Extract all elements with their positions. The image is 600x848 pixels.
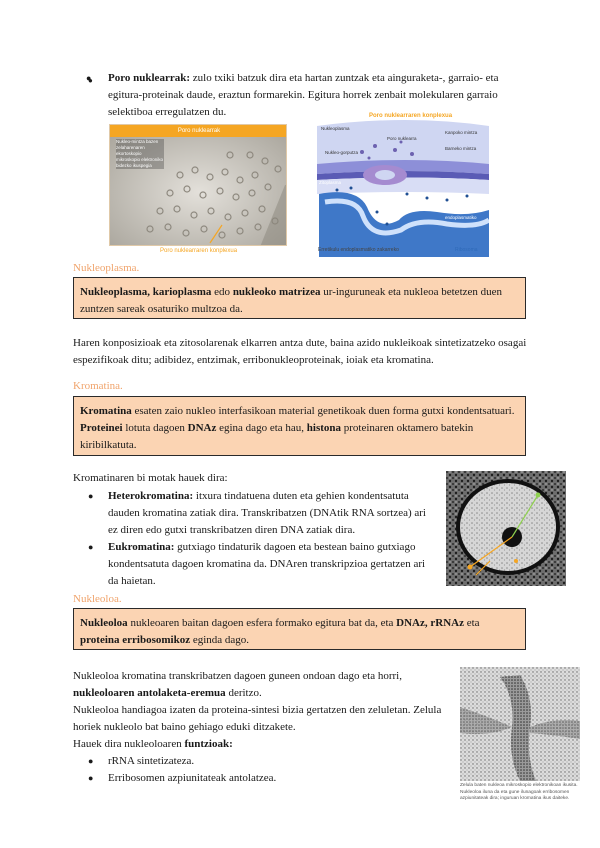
- box-text-3: egina dago eta hau,: [216, 422, 307, 434]
- histona-term: histona: [306, 422, 342, 434]
- nukleoplasma-definition-box: [73, 277, 526, 319]
- nukleoloa-paragraph-2: Nukleoloa handiagoa izaten da proteina-sintesi bizia gertatzen den zeluletan. Zelula horiek nukleolo bat baino gehiago eduki ditzakete.: [73, 704, 442, 733]
- funtzioa-item-1: rRNA sintetizateza.: [108, 755, 195, 767]
- eukromatina-item: [108, 539, 438, 590]
- kromatina-term: Kromatina: [80, 405, 132, 417]
- box-text-2: ur-inguruneak eta nukleoa betetzen duen zuntzen sareak osaturiko multzoa da.: [80, 286, 503, 315]
- diagram-footer: Erretikulu endoplasmatiko zakarreko: [318, 247, 399, 253]
- pore-diagram: [317, 112, 489, 257]
- diagram-label-nuclear-body: Nukleo-gorputza: [325, 150, 359, 155]
- diagram-label-cytoplasm: Zitoplasma: [319, 180, 342, 185]
- diagram-label-inner-membrane: Barneko mintza: [445, 146, 477, 151]
- bullet-icon: ●: [88, 756, 94, 766]
- nukleoplasma-term-2: nukleoko matrizea: [232, 286, 321, 298]
- nukleoloa-paragraph-3: [73, 736, 453, 753]
- nukleoplasma-term: Nukleoplasma, karioplasma: [80, 286, 212, 298]
- diagram-label-nucleoplasm: Nukleoplasma: [321, 126, 350, 131]
- proteinei-term: Proteinei: [80, 422, 123, 434]
- nukleoloa-paragraph-1: [73, 668, 453, 702]
- nucleolus-image: [460, 667, 580, 781]
- micrograph-header: Poro nuklearrak: [110, 125, 287, 137]
- heterokromatina-item: [108, 488, 438, 539]
- funtzioak-intro: Hauek dira nukleoloaren: [73, 738, 185, 750]
- bullet-icon: ●: [86, 73, 92, 83]
- proteina-term: proteina erribosomikoz: [80, 634, 191, 646]
- chromatin-image: [446, 471, 566, 586]
- micrograph-caption: Nukleo-mintza bazen zelaharenaren ekortoskopio mikroskopio elektroniko bidezko ikuspegia: [116, 139, 164, 168]
- pointer-arrow-icon: [206, 223, 226, 245]
- pore-term: Poro nuklearrak:: [108, 72, 190, 84]
- nukleoplasma-heading: Nukleoplasma.: [73, 262, 140, 274]
- box-text-2: eta: [463, 617, 480, 629]
- diagram-label-er: Erretikulu endoplasmatiko: [445, 208, 477, 220]
- dnaz-term: DNAz: [187, 422, 217, 434]
- kromatina-definition-box: [73, 396, 526, 456]
- diagram-label-outer-membrane: Kanpoko mintza: [445, 130, 478, 135]
- funtzioa-item-2: Erribosomen azpiunitateak antolatzea.: [108, 772, 277, 784]
- diagram-label-pore: Poro nuklearra: [387, 136, 417, 141]
- diagram-title: Poro nuklearraren konplexua: [369, 113, 453, 119]
- box-text: esaten zaio nukleo interfasikoan material genetikoak duen forma gutxi kondentsatuari.: [131, 405, 515, 417]
- diagram-footer-ribosome: Ribosoma: [455, 247, 478, 253]
- micrograph-label: Poro nuklearraren konplexua: [160, 248, 238, 254]
- eukromatina-term: Eukromatina:: [108, 541, 175, 553]
- funtzioak-term: funtzioak:: [184, 738, 233, 750]
- eukromatina-text: gutxiago tindaturik dagoen eta bestean baino gutxiago kondentsatuta dagoen kromatina da. DNAren transkripzioa gertatzen ari da haietan.: [108, 541, 426, 587]
- nukleoloa-definition-box: [73, 608, 526, 650]
- chromatin-micrograph: [446, 471, 566, 586]
- heterokromatina-text: itxura tindatuena duten eta gehien kondentsatuta dauden kromatina zatiak dira. Transkribatzen (DNAtik RNA sortzea) ari ez diren edo gutxi transkribatzen diren DNA zatiak dira.: [108, 490, 426, 536]
- box-text-3: eginda dago.: [190, 634, 250, 646]
- bullet-icon: ●: [88, 773, 94, 783]
- nukleoloa-p1-text: Nukleoloa kromatina transkribatzen dagoen guneen ondoan dago eta horri,: [73, 670, 402, 682]
- nucleolus-micrograph: [460, 667, 580, 781]
- heterokromatina-term: Heterokromatina:: [108, 490, 194, 502]
- nukleoplasma-paragraph: Haren konposizioak eta zitosolarenak elkarren antza dute, baina azido nukleikoak sintetizatzeko osagai espezifikoak ditu; adibidez, entzimak, erribonukleoproteinak, ioiak eta kromatina.: [73, 337, 527, 366]
- nukleoloa-term: Nukleoloa: [80, 617, 128, 629]
- nucleolus-caption: Zelula baten nukleoa mikroskopio elektronikoan ikusita. Nukleoloa iluna da eta gune ilunagoak erribosomen azpiunitateak dira; inguruan kromatina ikus daiteke.: [460, 783, 578, 801]
- pore-text: zulo txiki batzuk dira eta hartan zuntzak eta ainguraketa-, garraio- eta egitura-proteinak daude, eraztun formarekin. Egitura horrek zenbait molekularen garraio selektiboa erregulatzen du.: [108, 72, 499, 118]
- box-text-4: proteinaren oktamero batekin kiribilkatuta.: [80, 422, 474, 451]
- box-text: edo: [211, 286, 233, 298]
- dnaz-rrnaz-term: DNAz, rRNAz: [396, 617, 464, 629]
- antolaketa-eremua-term: nukleoloaren antolaketa-eremua: [73, 687, 226, 699]
- bullet-icon: ●: [88, 542, 94, 552]
- kromatina-intro: Kromatinaren bi motak hauek dira:: [73, 472, 228, 484]
- box-text-2: lotuta dagoen: [122, 422, 188, 434]
- kromatina-heading: Kromatina.: [73, 380, 123, 392]
- box-text: nukleoaren baitan dagoen esfera formako egitura bat da, eta: [127, 617, 397, 629]
- nukleoloa-heading: Nukleoloa.: [73, 593, 122, 605]
- nukleoloa-p1-tail: deritzo.: [225, 687, 262, 699]
- pore-micrograph: [109, 124, 287, 246]
- bullet-icon: ●: [88, 491, 94, 501]
